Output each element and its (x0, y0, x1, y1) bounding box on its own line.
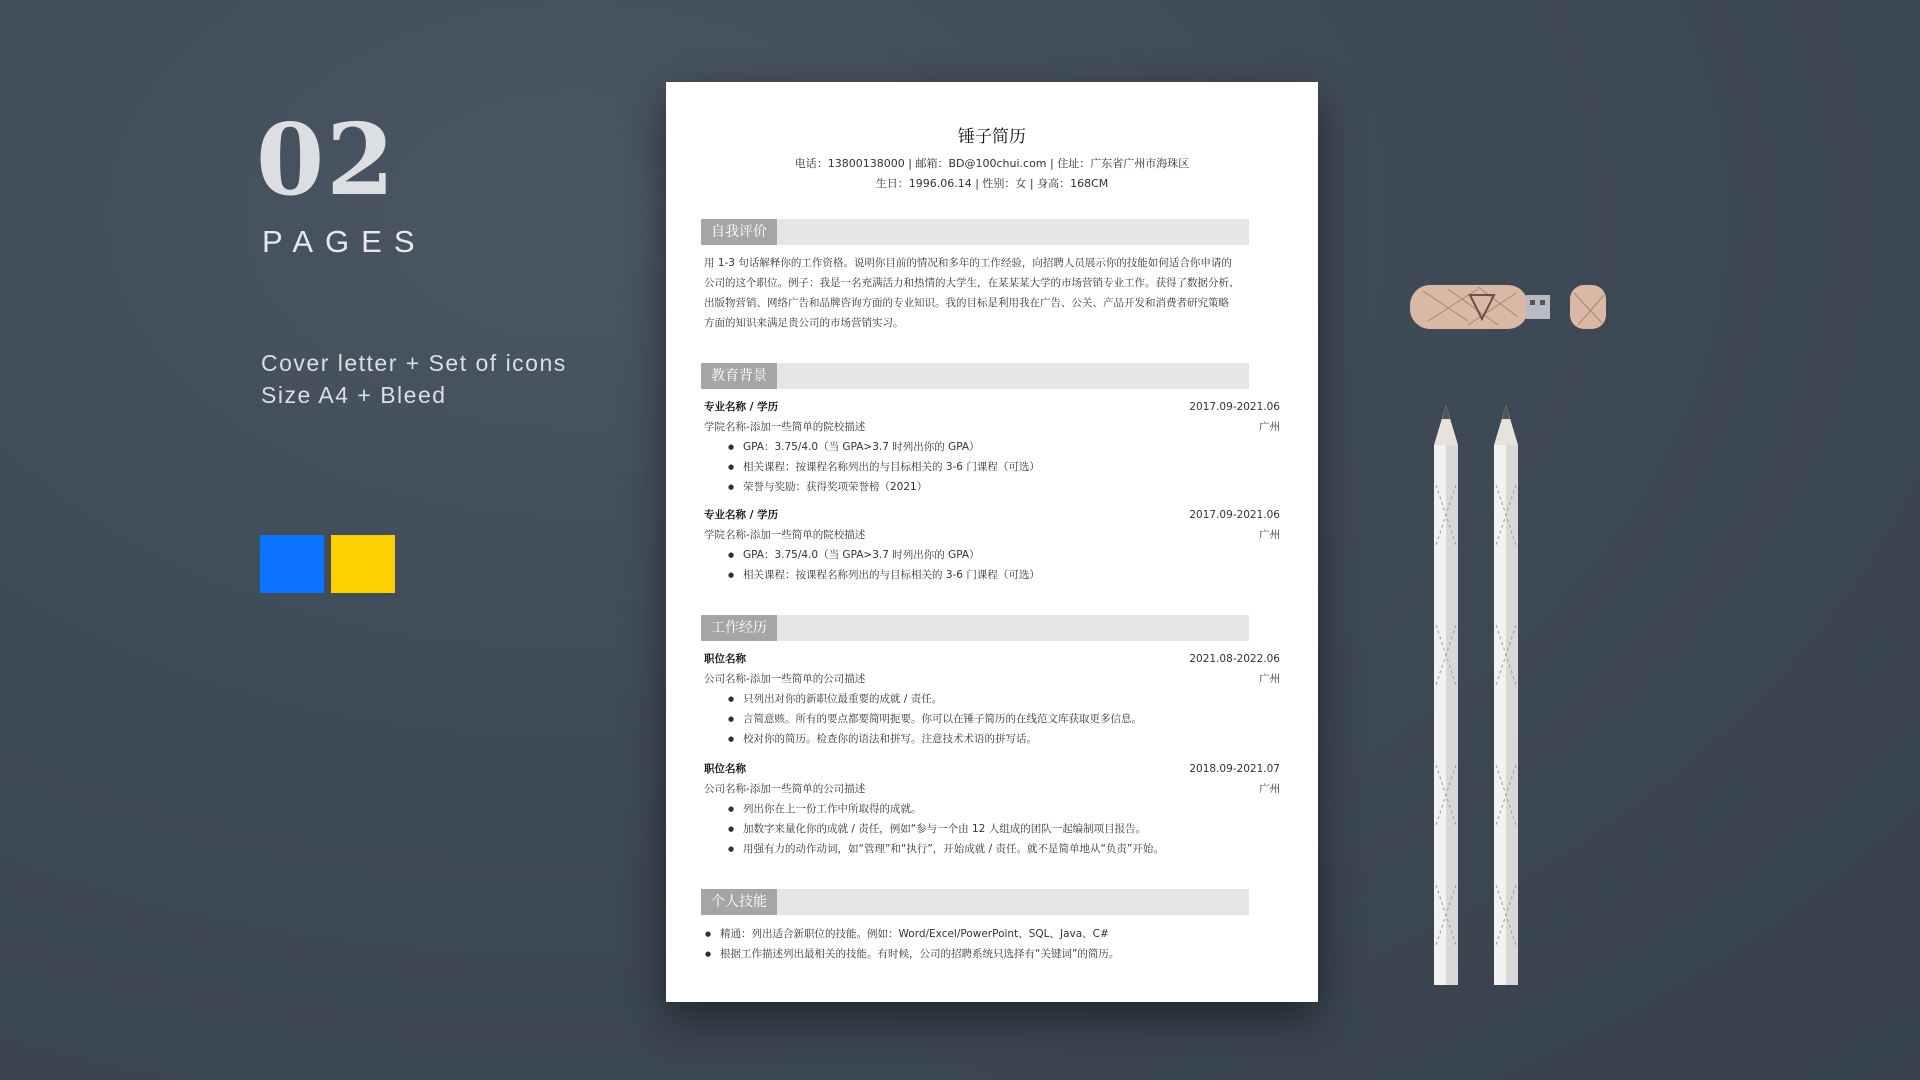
entry-desc: 学院名称-添加一些简单的院校描述 (704, 421, 866, 433)
list-item: ● GPA：3.75/4.0（当 GPA>3.7 时列出你的 GPA） (743, 545, 980, 565)
entry-place: 广州 (1259, 529, 1280, 541)
section-work-experience (701, 615, 1249, 641)
contact-line-2: 生日：1996.06.14 | 性别：女 | 身高：168CM (875, 177, 1109, 190)
pages-count: 02 (256, 103, 397, 218)
entry-title: 职位名称 (704, 763, 746, 775)
entry-title: 职位名称 (704, 653, 746, 665)
self-line: 公司的这个职位。例子：我是一名充满活力和热情的大学生，在某某某大学的市场营销专业工作。获得了数据分析、 (704, 277, 1240, 289)
list-item: ● 校对你的简历。检查你的语法和拼写。注意技术术语的拼写话。 (743, 729, 1037, 749)
self-line: 方面的知识来满足贵公司的市场营销实习。 (704, 317, 904, 329)
list-item: ● 只列出对你的新职位最重要的成就 / 责任。 (743, 689, 942, 709)
section-education (701, 363, 1249, 389)
list-item: ● 相关课程：按课程名称列出的与目标相关的 3-6 门课程（可选） (743, 565, 1040, 585)
section-title: 教育背景 (701, 363, 777, 389)
entry-desc: 学院名称-添加一些简单的院校描述 (704, 529, 866, 541)
resume-page (666, 82, 1318, 1002)
self-line: 出版物营销、网络广告和品牌咨询方面的专业知识。我的目标是利用我在广告、公关、产品开发和消费者研究策略 (704, 297, 1229, 309)
contact-line-1: 电话：13800138000 | 邮箱：BD@100chui.com | 住址：广东省广州市海珠区 (794, 157, 1190, 170)
list-item: ● 用强有力的动作动词，如“管理”和“执行”，开始成就 / 责任。就不是简单地从“负责”开始。 (743, 839, 1164, 859)
entry-date: 2017.09-2021.06 (1189, 509, 1280, 521)
section-skills (701, 889, 1249, 915)
list-item: ● 言简意赅。所有的要点都要简明扼要。你可以在锤子简历的在线范文库获取更多信息。 (743, 709, 1142, 729)
list-item: ● 根据工作描述列出最相关的技能。有时候，公司的招聘系统只选择有“关键词”的简历。 (720, 944, 1119, 964)
pencil-image (1428, 405, 1464, 990)
resume-name: 锤子简历 (958, 127, 1026, 147)
section-title: 个人技能 (701, 889, 777, 915)
entry-title: 专业名称 / 学历 (704, 509, 779, 521)
entry-desc: 公司名称-添加一些简单的公司描述 (704, 673, 866, 685)
pages-label: PAGES (262, 224, 427, 259)
feature-line-1: Cover letter + Set of icons (261, 350, 567, 376)
section-title: 自我评价 (701, 219, 777, 245)
entry-date: 2017.09-2021.06 (1189, 401, 1280, 413)
entry-title: 专业名称 / 学历 (704, 401, 779, 413)
color-swatch-blue (260, 535, 324, 593)
entry-place: 广州 (1259, 673, 1280, 685)
color-swatch-yellow (331, 535, 395, 593)
section-title: 工作经历 (701, 615, 777, 641)
list-item: ● GPA：3.75/4.0（当 GPA>3.7 时列出你的 GPA） (743, 437, 980, 457)
usb-drive-image (1408, 281, 1608, 333)
list-item: ● 荣誉与奖励：获得奖项荣誉榜（2021） (743, 477, 927, 497)
feature-line-2: Size A4 + Bleed (261, 382, 447, 408)
list-item: ● 精通：列出适合新职位的技能。例如：Word/Excel/PowerPoint、SQL、Java、C# (720, 924, 1109, 944)
self-line: 用 1-3 句话解释你的工作资格。说明你目前的情况和多年的工作经验，向招聘人员展示你的技能如何适合你申请的 (704, 257, 1232, 269)
entry-place: 广州 (1259, 783, 1280, 795)
section-self-evaluation (701, 219, 1249, 245)
entry-date: 2018.09-2021.07 (1189, 763, 1280, 775)
list-item: ● 列出你在上一份工作中所取得的成就。 (743, 799, 922, 819)
entry-place: 广州 (1259, 421, 1280, 433)
entry-date: 2021.08-2022.06 (1189, 653, 1280, 665)
list-item: ● 相关课程：按课程名称列出的与目标相关的 3-6 门课程（可选） (743, 457, 1040, 477)
list-item: ● 加数字来量化你的成就 / 责任，例如“参与一个由 12 人组成的团队一起编制项目报告。 (743, 819, 1146, 839)
self-evaluation-text (704, 253, 1248, 333)
pencil-image (1488, 405, 1524, 990)
entry-desc: 公司名称-添加一些简单的公司描述 (704, 783, 866, 795)
